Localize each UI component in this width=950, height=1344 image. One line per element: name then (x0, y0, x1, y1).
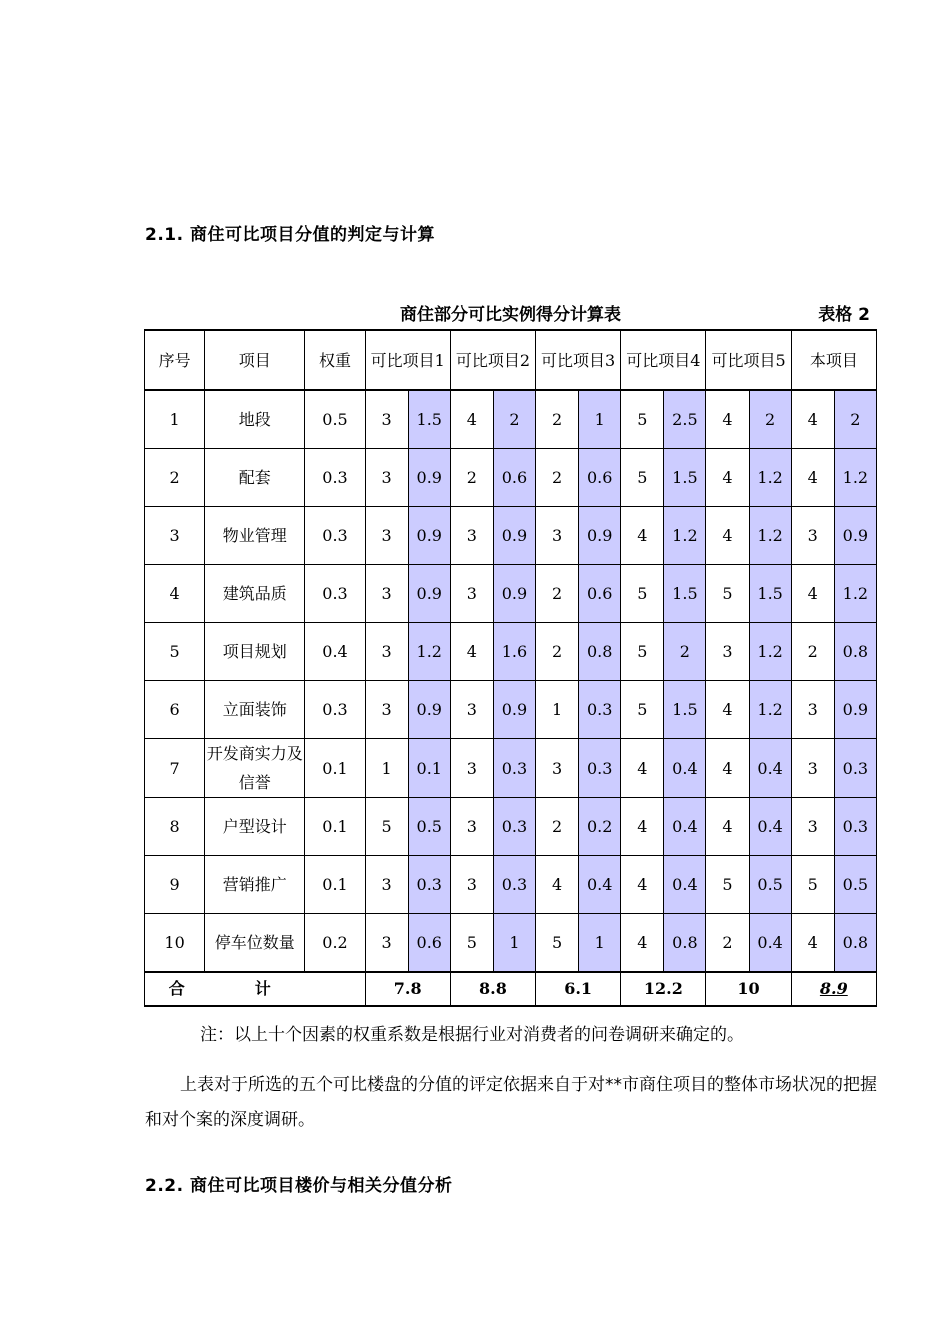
section-heading-2-2: 2.2. 商住可比项目楼价与相关分值分析 (145, 1176, 453, 1196)
cell-weight: 0.3 (305, 507, 365, 565)
cell-weighted-score: 0.2 (579, 798, 621, 856)
cell-rating: 4 (536, 856, 579, 914)
cell-weighted-score: 0.9 (834, 681, 876, 739)
cell-rating: 3 (365, 565, 408, 623)
table-header-row (145, 330, 877, 390)
cell-weighted-score: 1.2 (749, 449, 791, 507)
cell-weighted-score: 0.3 (579, 739, 621, 798)
cell-weighted-score: 0.3 (408, 856, 450, 914)
cell-weighted-score: 0.4 (579, 856, 621, 914)
cell-weighted-score: 1 (493, 914, 535, 973)
header-item: 项目 (205, 330, 305, 390)
cell-seq: 10 (145, 914, 205, 973)
cell-rating: 3 (365, 449, 408, 507)
table-row (145, 565, 877, 623)
header-weight: 权重 (305, 330, 365, 390)
cell-rating: 3 (450, 507, 493, 565)
cell-weighted-score: 1.6 (493, 623, 535, 681)
cell-weighted-score: 0.8 (664, 914, 706, 973)
cell-rating: 3 (791, 507, 834, 565)
cell-rating: 3 (365, 507, 408, 565)
cell-item: 开发商实力及信誉 (205, 739, 305, 798)
header-seq: 序号 (145, 330, 205, 390)
cell-rating: 4 (450, 390, 493, 449)
total-own-project: 8.9 (791, 972, 876, 1006)
table-row (145, 507, 877, 565)
cell-seq: 7 (145, 739, 205, 798)
cell-rating: 4 (791, 914, 834, 973)
total-comparable-1: 7.8 (365, 972, 450, 1006)
table-body (145, 390, 877, 972)
cell-weighted-score: 1.5 (408, 390, 450, 449)
cell-rating: 5 (621, 623, 664, 681)
cell-weight: 0.1 (305, 856, 365, 914)
cell-weighted-score: 1 (579, 914, 621, 973)
cell-weighted-score: 0.9 (408, 507, 450, 565)
cell-weighted-score: 1.2 (749, 681, 791, 739)
cell-rating: 2 (536, 390, 579, 449)
cell-rating: 3 (450, 681, 493, 739)
cell-rating: 4 (791, 565, 834, 623)
table-row (145, 914, 877, 973)
cell-rating: 3 (450, 739, 493, 798)
cell-rating: 2 (706, 914, 749, 973)
total-comparable-2: 8.8 (450, 972, 535, 1006)
cell-rating: 3 (536, 507, 579, 565)
cell-seq: 3 (145, 507, 205, 565)
total-comparable-5: 10 (706, 972, 791, 1006)
cell-weight: 0.3 (305, 681, 365, 739)
table-row (145, 739, 877, 798)
cell-weighted-score: 1.5 (749, 565, 791, 623)
cell-rating: 5 (621, 449, 664, 507)
cell-weighted-score: 0.1 (408, 739, 450, 798)
cell-rating: 4 (621, 856, 664, 914)
cell-weighted-score: 0.4 (749, 739, 791, 798)
cell-item: 建筑品质 (205, 565, 305, 623)
cell-item: 项目规划 (205, 623, 305, 681)
header-own-project: 本项目 (791, 330, 876, 390)
cell-rating: 4 (706, 449, 749, 507)
cell-rating: 2 (450, 449, 493, 507)
cell-rating: 3 (536, 739, 579, 798)
cell-rating: 2 (791, 623, 834, 681)
cell-rating: 5 (706, 856, 749, 914)
cell-rating: 3 (450, 565, 493, 623)
header-comparable-1: 可比项目1 (365, 330, 450, 390)
cell-seq: 1 (145, 390, 205, 449)
cell-seq: 4 (145, 565, 205, 623)
cell-weighted-score: 0.9 (408, 449, 450, 507)
cell-weighted-score: 0.9 (493, 507, 535, 565)
cell-rating: 5 (621, 565, 664, 623)
table-row (145, 856, 877, 914)
cell-weighted-score: 0.6 (493, 449, 535, 507)
score-table (144, 329, 877, 1007)
cell-rating: 4 (621, 914, 664, 973)
cell-weighted-score: 2 (664, 623, 706, 681)
cell-rating: 3 (450, 798, 493, 856)
cell-weighted-score: 0.3 (493, 856, 535, 914)
table-row (145, 623, 877, 681)
cell-weighted-score: 0.4 (664, 798, 706, 856)
cell-weight: 0.2 (305, 914, 365, 973)
cell-weighted-score: 0.9 (834, 507, 876, 565)
cell-weighted-score: 0.4 (664, 739, 706, 798)
table-row (145, 390, 877, 449)
cell-item: 营销推广 (205, 856, 305, 914)
cell-item: 停车位数量 (205, 914, 305, 973)
cell-weighted-score: 1.2 (834, 565, 876, 623)
cell-rating: 3 (365, 623, 408, 681)
totals-row (145, 972, 877, 1006)
cell-rating: 5 (450, 914, 493, 973)
cell-weighted-score: 0.6 (579, 449, 621, 507)
header-comparable-3: 可比项目3 (536, 330, 621, 390)
cell-weighted-score: 2 (834, 390, 876, 449)
totals-label: 合计 (145, 972, 366, 1006)
cell-rating: 4 (621, 739, 664, 798)
cell-weighted-score: 0.3 (834, 739, 876, 798)
cell-weighted-score: 0.9 (579, 507, 621, 565)
cell-weight: 0.1 (305, 798, 365, 856)
cell-weighted-score: 1.5 (664, 449, 706, 507)
cell-rating: 3 (365, 681, 408, 739)
cell-rating: 4 (706, 390, 749, 449)
cell-weighted-score: 0.4 (664, 856, 706, 914)
total-comparable-3: 6.1 (536, 972, 621, 1006)
cell-rating: 5 (365, 798, 408, 856)
cell-weighted-score: 1.2 (834, 449, 876, 507)
cell-rating: 3 (791, 739, 834, 798)
cell-seq: 5 (145, 623, 205, 681)
cell-weighted-score: 2 (493, 390, 535, 449)
table-note: 注：以上十个因素的权重系数是根据行业对消费者的问卷调研来确定的。 (200, 1025, 744, 1045)
cell-weighted-score: 0.5 (749, 856, 791, 914)
cell-rating: 5 (536, 914, 579, 973)
cell-item: 物业管理 (205, 507, 305, 565)
cell-rating: 3 (450, 856, 493, 914)
cell-seq: 2 (145, 449, 205, 507)
cell-weighted-score: 0.9 (408, 681, 450, 739)
cell-rating: 2 (536, 565, 579, 623)
cell-weighted-score: 0.3 (579, 681, 621, 739)
cell-rating: 3 (791, 798, 834, 856)
header-comparable-5: 可比项目5 (706, 330, 791, 390)
section-heading-2-1: 2.1. 商住可比项目分值的判定与计算 (145, 225, 435, 245)
cell-rating: 4 (706, 798, 749, 856)
table-row (145, 798, 877, 856)
cell-item: 地段 (205, 390, 305, 449)
cell-weighted-score: 0.9 (408, 565, 450, 623)
cell-rating: 1 (536, 681, 579, 739)
cell-rating: 5 (621, 681, 664, 739)
table-caption (145, 300, 876, 326)
cell-weighted-score: 0.5 (408, 798, 450, 856)
cell-seq: 9 (145, 856, 205, 914)
cell-weighted-score: 2 (749, 390, 791, 449)
cell-weight: 0.3 (305, 449, 365, 507)
table-row (145, 681, 877, 739)
cell-seq: 8 (145, 798, 205, 856)
cell-rating: 4 (450, 623, 493, 681)
cell-rating: 2 (536, 798, 579, 856)
cell-weighted-score: 0.6 (579, 565, 621, 623)
cell-weighted-score: 1 (579, 390, 621, 449)
cell-weighted-score: 0.3 (493, 798, 535, 856)
cell-rating: 4 (706, 739, 749, 798)
cell-seq: 6 (145, 681, 205, 739)
cell-weighted-score: 2.5 (664, 390, 706, 449)
cell-rating: 4 (791, 449, 834, 507)
cell-weight: 0.5 (305, 390, 365, 449)
cell-rating: 2 (536, 623, 579, 681)
cell-item: 立面装饰 (205, 681, 305, 739)
cell-rating: 5 (791, 856, 834, 914)
cell-rating: 2 (536, 449, 579, 507)
cell-rating: 4 (706, 507, 749, 565)
cell-weighted-score: 0.8 (834, 623, 876, 681)
cell-weighted-score: 0.4 (749, 798, 791, 856)
table-row (145, 449, 877, 507)
cell-weighted-score: 0.9 (493, 565, 535, 623)
cell-weighted-score: 1.2 (664, 507, 706, 565)
cell-rating: 4 (706, 681, 749, 739)
cell-rating: 3 (706, 623, 749, 681)
cell-weighted-score: 1.2 (749, 507, 791, 565)
cell-weighted-score: 1.5 (664, 681, 706, 739)
cell-rating: 3 (365, 390, 408, 449)
cell-item: 户型设计 (205, 798, 305, 856)
cell-rating: 3 (791, 681, 834, 739)
cell-weighted-score: 0.8 (834, 914, 876, 973)
cell-weighted-score: 0.3 (834, 798, 876, 856)
cell-item: 配套 (205, 449, 305, 507)
header-comparable-2: 可比项目2 (450, 330, 535, 390)
cell-weighted-score: 0.6 (408, 914, 450, 973)
cell-rating: 5 (706, 565, 749, 623)
total-comparable-4: 12.2 (621, 972, 706, 1006)
body-paragraph: 上表对于所选的五个可比楼盘的分值的评定依据来自于对**市商住项目的整体市场状况的把握和对个案的深度调研。 (145, 1075, 877, 1130)
table-number-label: 表格 2 (818, 305, 870, 325)
header-comparable-4: 可比项目4 (621, 330, 706, 390)
cell-weighted-score: 0.3 (493, 739, 535, 798)
cell-weighted-score: 1.5 (664, 565, 706, 623)
cell-rating: 1 (365, 739, 408, 798)
cell-weighted-score: 0.9 (493, 681, 535, 739)
cell-weight: 0.3 (305, 565, 365, 623)
table-title: 商住部分可比实例得分计算表 (400, 305, 621, 325)
cell-weighted-score: 0.4 (749, 914, 791, 973)
cell-weighted-score: 1.2 (408, 623, 450, 681)
cell-weight: 0.4 (305, 623, 365, 681)
cell-weighted-score: 0.8 (579, 623, 621, 681)
cell-rating: 5 (621, 390, 664, 449)
cell-rating: 3 (365, 856, 408, 914)
cell-weighted-score: 0.5 (834, 856, 876, 914)
cell-rating: 3 (365, 914, 408, 973)
cell-rating: 4 (621, 507, 664, 565)
cell-weight: 0.1 (305, 739, 365, 798)
cell-rating: 4 (621, 798, 664, 856)
cell-weighted-score: 1.2 (749, 623, 791, 681)
cell-rating: 4 (791, 390, 834, 449)
